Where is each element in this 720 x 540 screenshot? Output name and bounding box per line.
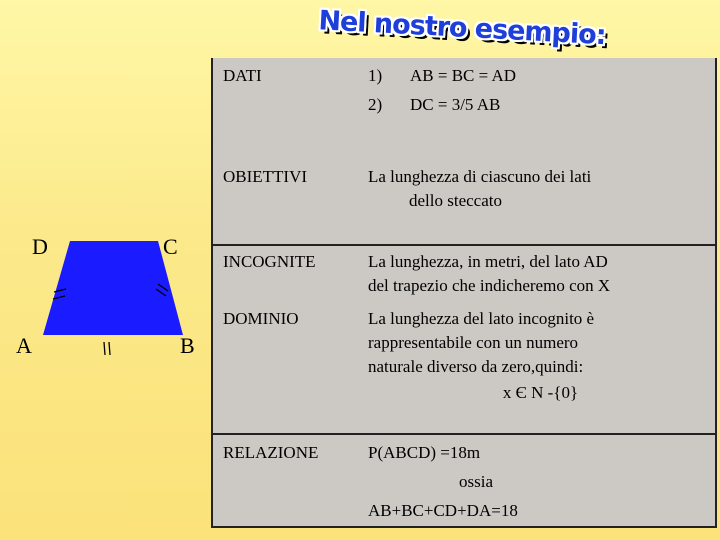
trapezoid-shape [43, 241, 183, 335]
tick-mark-ab-2 [109, 342, 110, 355]
slide-title: Nel nostro esempio: [317, 5, 607, 52]
relazione-line-1: P(ABCD) =18m [368, 443, 481, 462]
label-incognite: INCOGNITE [223, 252, 316, 271]
dominio-line-3: naturale diverso da zero,quindi: [368, 357, 584, 376]
label-obiettivi: OBIETTIVI [223, 167, 308, 186]
relazione-line-3: AB+BC+CD+DA=18 [368, 501, 518, 520]
obiettivi-line-2: dello steccato [409, 191, 502, 210]
relazione-line-2: ossia [459, 472, 493, 491]
incognite-line-1: La lunghezza, in metri, del lato AD [368, 252, 608, 271]
dati-item-2-text: DC = 3/5 AB [410, 95, 501, 114]
dati-item-1-num: 1) [368, 66, 383, 85]
problem-table [211, 58, 717, 528]
vertex-label-b: B [180, 333, 195, 358]
incognite-line-2: del trapezio che indicheremo con X [368, 276, 611, 295]
label-dominio: DOMINIO [223, 309, 299, 328]
tick-mark-ab-1 [104, 342, 105, 355]
dominio-line-1: La lunghezza del lato incognito è [368, 309, 595, 328]
dati-item-2-num: 2) [368, 95, 383, 114]
vertex-label-a: A [16, 333, 32, 358]
vertex-label-c: C [163, 234, 178, 259]
obiettivi-line-1: La lunghezza di ciascuno dei lati [368, 167, 592, 186]
row-divider-1 [213, 244, 715, 246]
vertex-label-d: D [32, 234, 48, 259]
dominio-line-2: rappresentabile con un numero [368, 333, 579, 352]
trapezoid-figure [0, 0, 211, 540]
label-dati: DATI [223, 66, 262, 85]
row-divider-2 [213, 433, 715, 435]
dominio-line-4: x Є N -{0} [502, 383, 579, 402]
dati-item-1-text: AB = BC = AD [410, 66, 517, 85]
label-relazione: RELAZIONE [223, 443, 319, 462]
